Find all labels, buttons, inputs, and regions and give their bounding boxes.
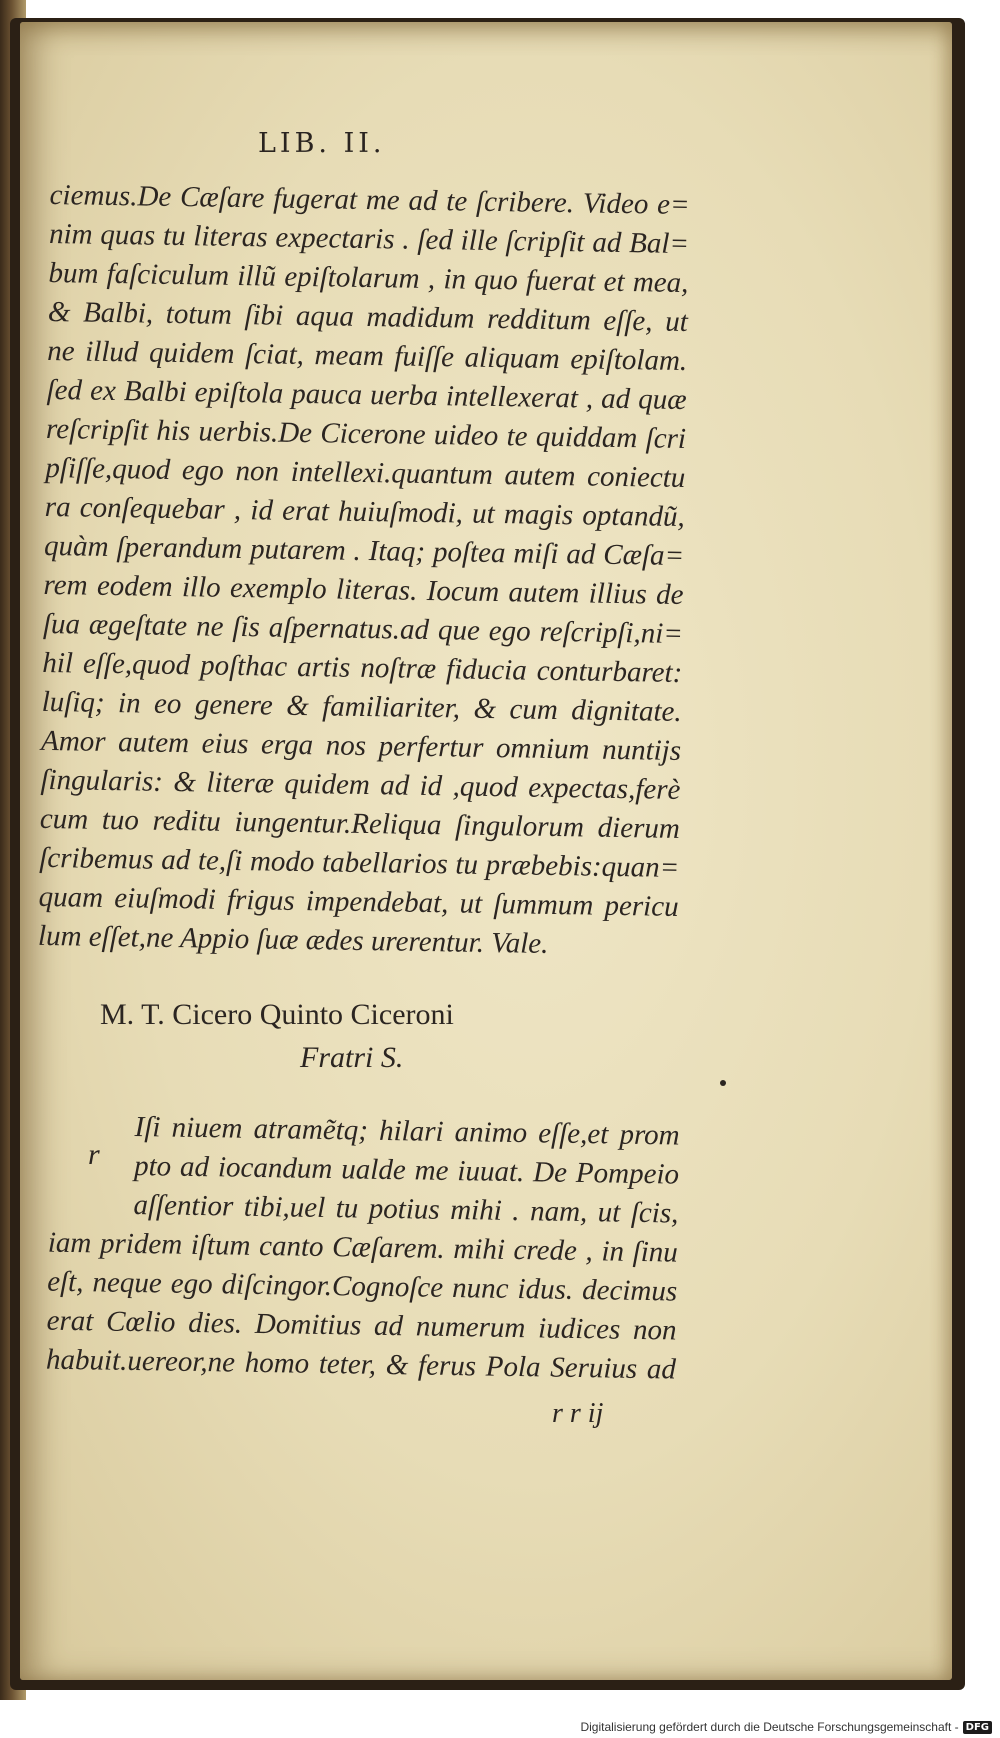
text-line: ciemus.De Cæſare fugerat me ad te ſcribere. Video e= [49, 178, 690, 222]
text-line: Amor autem eius erga nos perfertur omnium nuntijs [40, 724, 682, 767]
text-line: reſcripſit his uerbis.De Cicerone uideo te quiddam ſcri [45, 412, 687, 456]
running-head: LIB. II. [258, 128, 386, 159]
credit-text: Digitalisierung gefördert durch die Deutsche Forschungsgemeinschaft - [580, 1720, 959, 1734]
text-line: quàm ſperandum putarem . Itaq; poſtea miſi ad Cæſa= [43, 529, 685, 573]
dfg-logo: DFG [963, 1721, 992, 1734]
catchword-signature: r r ij [552, 1398, 604, 1429]
marginal-initial: r [88, 1138, 100, 1171]
text-line: ſcribemus ad te,ſi modo tabellarios tu præbebis:quan= [39, 841, 680, 884]
text-line: ſua ægeſtate ne ſis aſpernatus.ad que ego reſcripſi,ni= [42, 607, 684, 650]
text-line: ſed ex Balbi epiſtola pauca uerba intellexerat , ad quæ [46, 373, 687, 417]
text-line: iam pridem iſtum canto Cæſarem. mihi crede , in ſinu [47, 1226, 679, 1269]
text-line: pto ad iocandum ualde me iuuat. De Pompeio [133, 1149, 680, 1191]
text-line: quam eiuſmodi frigus impendebat, ut ſummum pericu [38, 880, 679, 923]
text-line: rem eodem illo exemplo literas. Iocum autem illius de [43, 568, 684, 612]
letter-heading-2: Fratri S. [300, 1041, 404, 1074]
text-line: erat Cœlio dies. Domitius ad numerum iudices non [46, 1304, 677, 1347]
ink-dot [720, 1080, 726, 1086]
text-line: nim quas tu literas expectaris . ſed ille ſcripſit ad Bal= [48, 217, 690, 261]
text-line: bum faſciculum illũ epiſtolarum , in quo fuerat et mea, [48, 256, 689, 300]
text-line: ra conſequebar , id erat huiuſmodi, ut magis optandũ, [44, 490, 685, 534]
text-line: cum tuo reditu iungentur.Reliqua ſingulorum dierum [39, 802, 681, 845]
text-line: aſſentior tibi,uel tu potius mihi . nam, ut ſcis, [133, 1188, 679, 1230]
text-line: eſt, neque ego diſcingor.Cognoſce nunc idus. decimus [47, 1265, 678, 1308]
text-line: ne illud quidem ſciat, meam fuiſſe aliquam epiſtolam. [46, 334, 688, 378]
text-line: & Balbi, totum ſibi aqua madidum redditum eſſe, ut [47, 295, 689, 339]
text-line: habuit.uereor,ne homo teter, & ferus Pola Seruius ad [45, 1343, 677, 1386]
letter-heading: M. T. Cicero Quinto Ciceroni [100, 998, 454, 1031]
text-line: Iſi niuem atramẽtq; hilari animo eſſe,et prom [134, 1110, 680, 1152]
text-line: hil eſſe,quod poſthac artis noſtræ fiducia conturbaret: [42, 646, 683, 689]
text-line: lum eſſet,ne Appio ſuæ ædes urerentur. Vale. [37, 919, 549, 960]
digitization-credit [580, 1720, 992, 1734]
text-line: ſingularis: & literæ quidem ad id ,quod expectas,ferè [40, 763, 681, 806]
text-line: luſiq; in eo genere & familiariter, & cum dignitate. [41, 685, 682, 728]
text-line: pſiſſe,quod ego non intellexi.quantum autem coniectu [45, 451, 686, 495]
body-text [38, 176, 690, 966]
letter-text [45, 1108, 680, 1390]
